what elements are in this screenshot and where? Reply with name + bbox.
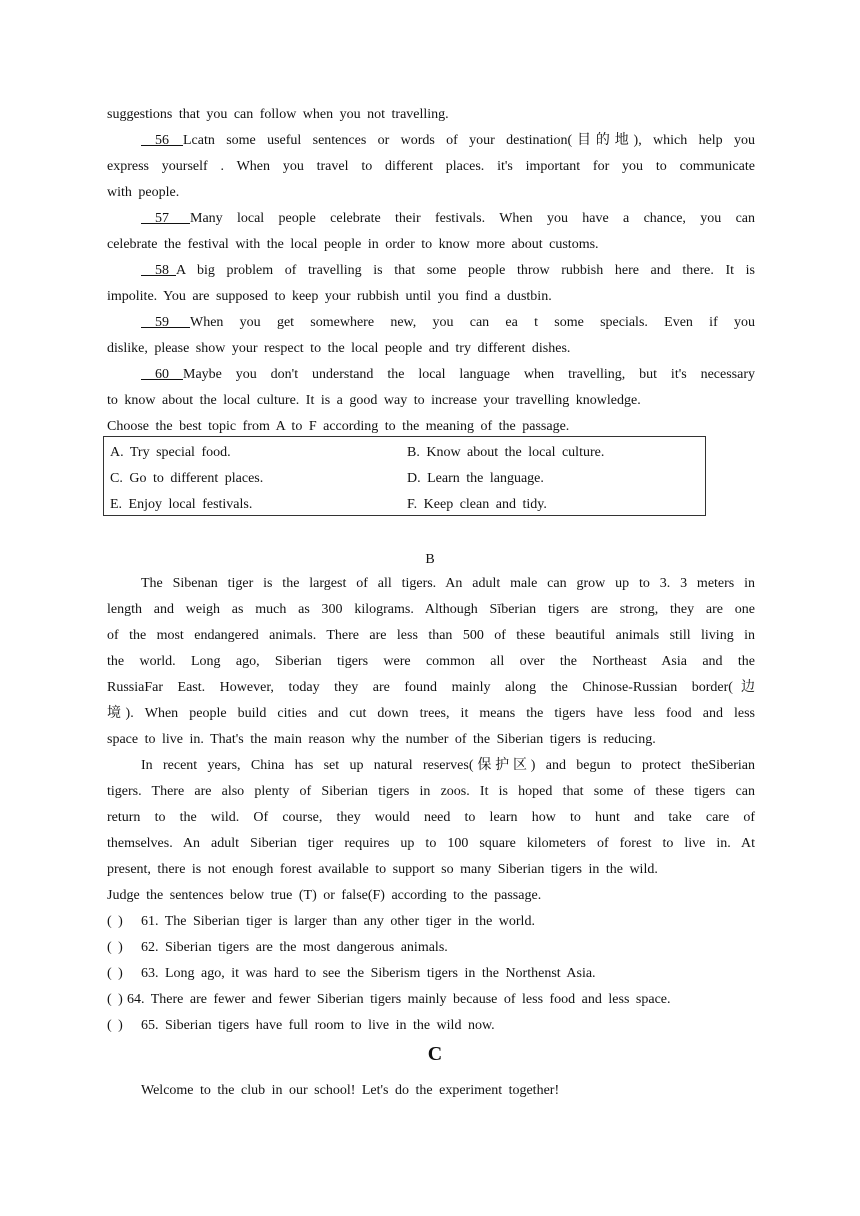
blank-60: 60 bbox=[155, 367, 169, 382]
option-b: B. Know about the local culture. bbox=[407, 445, 605, 460]
section-c-heading: C bbox=[427, 1043, 443, 1065]
item-56-line-2: express yourself . When you travel to different places. it's important for you to communicate bbox=[107, 159, 755, 174]
section-a-instruction: Choose the best topic from A to F according to the meaning of the passage. bbox=[107, 419, 570, 434]
answer-paren[interactable]: ( ) bbox=[107, 1018, 123, 1033]
b-p2-line-4: themselves. An adult Siberian tiger requires up to 100 square kilometers of forest to live in. At bbox=[107, 836, 755, 851]
item-59-line-1: 59 When you get somewhere new, you can ea t some specials. Even if you bbox=[107, 312, 755, 334]
item-56-line-3: with people. bbox=[107, 185, 180, 200]
section-b-instruction: Judge the sentences below true (T) or false(F) according to the passage. bbox=[107, 888, 542, 903]
answer-paren[interactable]: ( ) bbox=[107, 914, 123, 929]
b-p1-line-4: the world. Long ago, Siberian tigers were common all over the Northeast Asia and the bbox=[107, 654, 755, 669]
b-p1-line-2: length and weigh as much as 300 kilograms. Although Sīberian tigers are strong, they are one bbox=[107, 602, 755, 617]
question-61: ( ) 61. The Siberian tiger is larger than any other tiger in the world. bbox=[107, 911, 755, 933]
answer-paren[interactable]: ( ) bbox=[107, 940, 123, 955]
blank-56: 56 bbox=[155, 133, 169, 148]
question-62: ( ) 62. Siberian tigers are the most dangerous animals. bbox=[107, 937, 755, 959]
blank-57: 57 bbox=[155, 211, 169, 226]
section-c-intro: Welcome to the club in our school! Let's do the experiment together! bbox=[141, 1083, 560, 1098]
b-p1-line-7: space to live in. That's the main reason why the number of the Siberian tigers is reducing. bbox=[107, 732, 656, 747]
b-p2-line-5: present, there is not enough forest available to support so many Siberian tigers in the wild. bbox=[107, 862, 658, 877]
answer-paren[interactable]: ( ) bbox=[107, 992, 123, 1007]
question-64: ( ) 64. There are fewer and fewer Siberian tigers mainly because of less food and less space. bbox=[107, 989, 755, 1011]
question-65: ( ) 65. Siberian tigers have full room to live in the wild now. bbox=[107, 1015, 755, 1037]
options-box bbox=[103, 436, 706, 516]
question-63: ( ) 63. Long ago, it was hard to see the Siberism tigers in the Northenst Asia. bbox=[107, 963, 755, 985]
b-p2-line-1: In recent years, China has set up natural reserves(保护区) and begun to protect theSiberian bbox=[141, 758, 755, 773]
b-p1-line-5: RussiaFar East. However, today they are found mainly along the Chinose-Russian border(边 bbox=[107, 680, 755, 695]
item-59-line-2: dislike, please show your respect to the local people and try different dishes. bbox=[107, 341, 571, 356]
option-e: E. Enjoy local festivals. bbox=[110, 497, 253, 512]
b-p2-line-3: return to the wild. Of course, they would need to learn how to hunt and take care of bbox=[107, 810, 755, 825]
blank-59: 59 bbox=[155, 315, 169, 330]
option-c: C. Go to different places. bbox=[110, 471, 264, 486]
item-57-line-2: celebrate the festival with the local people in order to know more about customs. bbox=[107, 237, 599, 252]
item-58-line-2: impolite. You are supposed to keep your rubbish until you find a dustbin. bbox=[107, 289, 552, 304]
option-d: D. Learn the language. bbox=[407, 471, 544, 486]
b-p1-line-3: of the most endangered animals. There are less than 500 of these beautiful animals still living in bbox=[107, 628, 755, 643]
option-a: A. Try special food. bbox=[110, 445, 231, 460]
item-56-line-1: 56 Lcatn some useful sentences or words of your destination(目的地), which help you bbox=[107, 130, 755, 152]
item-60-line-1: 60 Maybe you don't understand the local language when travelling, but it's necessary bbox=[107, 364, 755, 386]
b-p2-line-2: tigers. There are also plenty of Siberian tigers in zoos. It is hoped that some of these tigers can bbox=[107, 784, 755, 799]
b-p1-line-1: The Sibenan tiger is the largest of all tigers. An adult male can grow up to 3. 3 meters in bbox=[141, 576, 755, 591]
answer-paren[interactable]: ( ) bbox=[107, 966, 123, 981]
item-58-line-1: 58 A big problem of travelling is that some people throw rubbish here and there. It is bbox=[107, 260, 755, 282]
intro-line: suggestions that you can follow when you not travelling. bbox=[107, 107, 449, 122]
option-f: F. Keep clean and tidy. bbox=[407, 497, 547, 512]
blank-58: 58 bbox=[155, 263, 169, 278]
section-b-heading: B bbox=[425, 552, 435, 567]
b-p1-line-6: 境). When people build cities and cut down trees, it means the tigers have less food and less bbox=[107, 706, 755, 721]
item-57-line-1: 57 Many local people celebrate their festivals. When you have a chance, you can bbox=[107, 208, 755, 230]
item-60-line-2: to know about the local culture. It is a good way to increase your travelling knowledge. bbox=[107, 393, 641, 408]
